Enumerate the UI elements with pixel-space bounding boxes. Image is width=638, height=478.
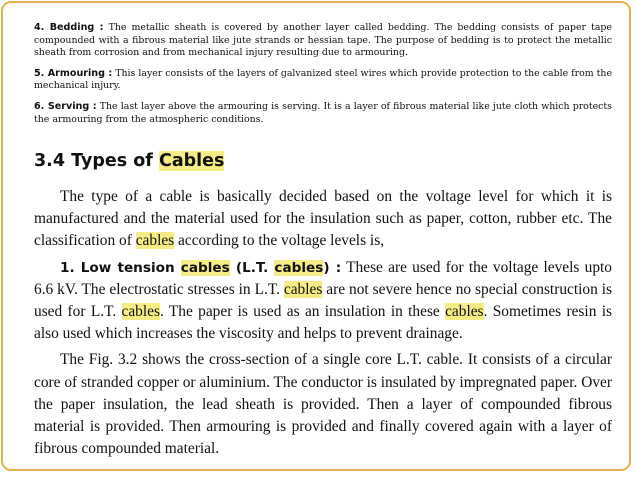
search-highlight: Cables	[159, 151, 225, 171]
serving-text: The last layer above the armouring is serving. It is a layer of fibrous material like jute cloth which protects the armouring from the atmospheric conditions.	[34, 100, 612, 125]
intro-text: The type of a cable is basically decided based on the voltage level for which it is manufactured and the material used for the insulation such as paper, cotton, rubber etc. The classification of	[34, 188, 612, 250]
search-highlight: cables	[135, 232, 175, 250]
search-highlight: cables	[283, 280, 323, 298]
serving-label: 6. Serving :	[34, 100, 97, 112]
armouring-label: 5. Armouring :	[34, 67, 113, 79]
search-highlight: cables	[180, 259, 230, 276]
bedding-text: The metallic sheath is covered by another layer called bedding. The bedding consists of paper tape compounded with a fibrous material like jute strands or hessian tape. The purpose of bedding is to protect the metallic sheath from corrosion and from mechanical injury resulting due to armouring.	[34, 22, 612, 59]
cable-layers-list	[34, 22, 612, 134]
intro-text-end: according to the voltage levels is,	[174, 232, 385, 250]
body-text: are not severe hence no special construction is used for L.T.	[34, 280, 613, 321]
body-text: . The paper is used as an insulation in these	[159, 303, 446, 321]
label-part: 1. Low tension	[60, 259, 181, 276]
search-highlight: cables	[274, 259, 324, 276]
armouring-item	[34, 68, 612, 93]
body-text: . Sometimes resin is also used which increases the viscosity and helps to prevent drainage.	[34, 303, 612, 343]
search-highlight: cables	[121, 303, 160, 321]
label-part: (L.T.	[229, 259, 275, 276]
low-tension-paragraph	[34, 257, 612, 346]
serving-item	[34, 101, 612, 126]
search-highlight: cables	[445, 303, 484, 321]
fig-description-paragraph: The Fig. 3.2 shows the cross-section of a single core L.T. cable. It consists of a circular core of stranded copper or aluminium. The conductor is insulated by impregnated paper. Over the paper insulation, the lead sheath is provided. Then a layer of compounded fibrous material is provided. Then armouring is provided and finally covered again with a layer of fibrous compounded material.	[34, 351, 612, 458]
low-tension-label	[60, 260, 341, 276]
label-part: ) :	[323, 259, 342, 276]
bedding-item	[34, 22, 612, 60]
main-body	[34, 186, 612, 464]
section-heading	[34, 151, 224, 171]
body-text: These are used for the voltage levels upto 6.6 kV. The electrostatic stresses in L.T.	[34, 258, 612, 298]
armouring-text: This layer consists of the layers of galvanized steel wires which provide protection to the cable from the mechanical injury.	[34, 67, 613, 92]
intro-paragraph	[34, 186, 612, 253]
bedding-label: 4. Bedding :	[34, 22, 104, 33]
section-title: 3.4 Types of	[34, 151, 159, 171]
